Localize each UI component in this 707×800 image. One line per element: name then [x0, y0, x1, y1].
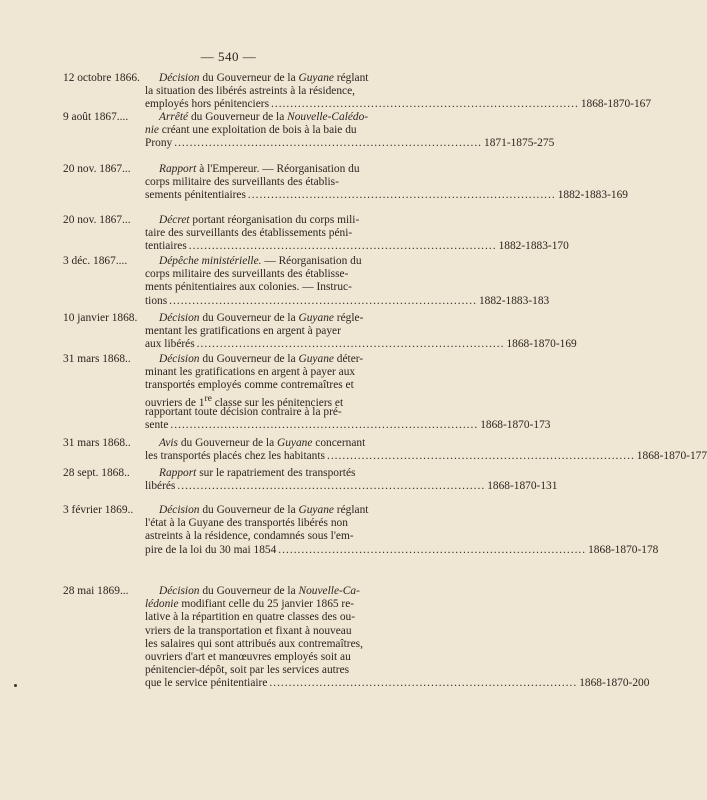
- entry-description: [145, 111, 555, 151]
- dot-leader: ................................................................................: [169, 294, 477, 307]
- entry-last-line: [145, 338, 577, 351]
- entry-line: Décision du Gouverneur de la Guyane réglant: [159, 72, 369, 84]
- entry-last-text: pire de la loi du 30 mai 1854: [145, 543, 277, 556]
- entry-line: mentant les gratifications en argent à payer: [145, 325, 341, 338]
- page-number: — 540 —: [200, 49, 257, 64]
- entry-last-line: [145, 450, 707, 463]
- entry-last-text: libérés: [145, 480, 176, 493]
- dot-leader: ................................................................................: [326, 450, 635, 463]
- entry-description: [145, 163, 628, 203]
- entry-reference: 1868-1870-200: [579, 677, 650, 690]
- entry-line: minant les gratifications en argent à payer aux: [145, 366, 356, 379]
- entry-description: [145, 585, 650, 691]
- entry-reference: 1868-1870-169: [506, 338, 577, 351]
- entry-line: transportés employés comme contremaîtres et: [145, 379, 354, 392]
- entry-reference: 1868-1870-131: [487, 480, 558, 493]
- entry-description: [145, 353, 551, 432]
- dot-leader: ................................................................................: [196, 338, 505, 351]
- entry-date: 20 nov. 1867...: [63, 163, 131, 175]
- entry-date: 20 nov. 1867...: [63, 214, 131, 226]
- entry-description: [145, 312, 577, 352]
- entry-last-line: [145, 480, 558, 493]
- entry-date: 31 mars 1868..: [63, 437, 131, 449]
- entry-last-text: les transportés placés chez les habitants: [145, 450, 325, 463]
- entry-reference: 1868-1870-173: [480, 418, 551, 431]
- entry-line: lative à la répartition en quatre classes des ou-: [145, 611, 356, 624]
- entry-reference: 1871-1875-275: [484, 137, 555, 150]
- entry-line: Décision du Gouverneur de la Guyane réglant: [159, 504, 369, 516]
- entry-reference: 1868-1870-177: [636, 450, 707, 463]
- entry-line: corps militaire des surveillants des établisse-: [145, 268, 349, 281]
- entry-last-text: aux libérés: [145, 338, 195, 351]
- entry-last-line: [145, 677, 650, 690]
- dot-leader: ................................................................................: [177, 480, 486, 493]
- dot-leader: ................................................................................: [170, 418, 479, 431]
- dot-leader: ................................................................................: [188, 240, 497, 253]
- entry-date: 3 février 1869..: [63, 504, 134, 516]
- entry-line: vriers de la transportation et fixant à nouveau: [145, 624, 352, 637]
- entry-line: ments pénitentiaires aux colonies. — Instruc-: [145, 281, 352, 294]
- entry-last-line: [145, 189, 628, 202]
- entry-line: Décision du Gouverneur de la Guyane régle-: [159, 312, 364, 324]
- entry-date: 28 mai 1869...: [63, 585, 129, 597]
- dot-leader: ................................................................................: [247, 189, 556, 202]
- entry-line: Décision du Gouverneur de la Guyane déter-: [159, 353, 364, 365]
- entry-line: l'état à la Guyane des transportés libérés non: [145, 517, 348, 530]
- entry-line: rapportant toute décision contraire à la pré-: [145, 405, 342, 418]
- entry-last-text: tentiaires: [145, 240, 187, 253]
- entry-last-line: [145, 418, 551, 432]
- stray-mark: [14, 684, 17, 687]
- entry-line: pénitencier-dépôt, soit par les services autres: [145, 664, 350, 677]
- entry-description: [145, 437, 707, 463]
- entry-description: [145, 255, 550, 308]
- entry-last-text: sements pénitentiaires: [145, 189, 246, 202]
- entry-description: [145, 214, 569, 254]
- entry-date: 28 sept. 1868..: [63, 467, 130, 479]
- entry-line: Rapport à l'Empereur. — Réorganisation du: [159, 163, 360, 175]
- entry-line: la situation des libérés astreints à la résidence,: [145, 85, 356, 98]
- entry-date: 9 août 1867....: [63, 111, 129, 123]
- entry-description: [145, 504, 659, 557]
- entry-last-line: [145, 137, 555, 150]
- entry-line: lédonie modifiant celle du 25 janvier 1865 re-: [145, 598, 355, 611]
- entry-line: ouvriers d'art et manœuvres employés soit au: [145, 650, 351, 663]
- entry-line: astreints à la résidence, condamnés sous l'em-: [145, 530, 354, 543]
- entry-reference: 1882-1883-169: [557, 189, 628, 202]
- entry-line: nie créant une exploitation de bois à la baie du: [145, 124, 357, 137]
- entry-date: 31 mars 1868..: [63, 353, 131, 365]
- entry-reference: 1868-1870-178: [588, 543, 659, 556]
- entry-reference: 1882-1883-183: [478, 294, 550, 307]
- entry-last-line: [145, 240, 569, 253]
- dot-leader: ................................................................................: [269, 677, 578, 690]
- entry-line: Décret portant réorganisation du corps mili-: [159, 214, 360, 226]
- entry-reference: 1868-1870-167: [580, 98, 652, 111]
- entry-line: corps militaire des surveillants des établis-: [145, 176, 339, 189]
- entry-line: les salaires qui sont attribués aux contremaîtres,: [145, 637, 363, 650]
- entry-last-line: [145, 98, 652, 111]
- dot-leader: ................................................................................: [271, 98, 579, 111]
- entry-line: Décision du Gouverneur de la Nouvelle-Ca-: [159, 585, 360, 597]
- entry-reference: 1882-1883-170: [498, 240, 569, 253]
- entry-line: Avis du Gouverneur de la Guyane concernant: [159, 437, 366, 449]
- dot-leader: ................................................................................: [278, 543, 587, 556]
- entry-last-text: tions: [145, 294, 168, 307]
- entry-last-line: [145, 294, 550, 308]
- entry-line: ouvriers de 1re classe sur les pénitenciers et: [145, 393, 344, 409]
- entry-last-text: sente: [145, 418, 169, 431]
- entry-date: 3 déc. 1867....: [63, 255, 128, 267]
- entry-last-text: Prony: [145, 137, 173, 150]
- entry-line: Rapport sur le rapatriement des transportés: [159, 467, 356, 479]
- entry-last-text: employés hors pénitenciers: [145, 98, 269, 111]
- entry-description: [145, 467, 558, 493]
- entry-last-text: que le service pénitentiaire: [145, 677, 268, 690]
- entry-line: Arrêté du Gouverneur de la Nouvelle-Calédo-: [159, 111, 369, 123]
- dot-leader: ................................................................................: [174, 137, 483, 150]
- entry-line: Dépêche ministérielle. — Réorganisation du: [159, 255, 362, 267]
- entry-description: [145, 72, 652, 112]
- entry-date: 12 octobre 1866.: [63, 72, 140, 84]
- entry-last-line: [145, 543, 659, 557]
- entry-date: 10 janvier 1868.: [63, 312, 138, 324]
- entry-line: taire des surveillants des établissements péni-: [145, 227, 353, 240]
